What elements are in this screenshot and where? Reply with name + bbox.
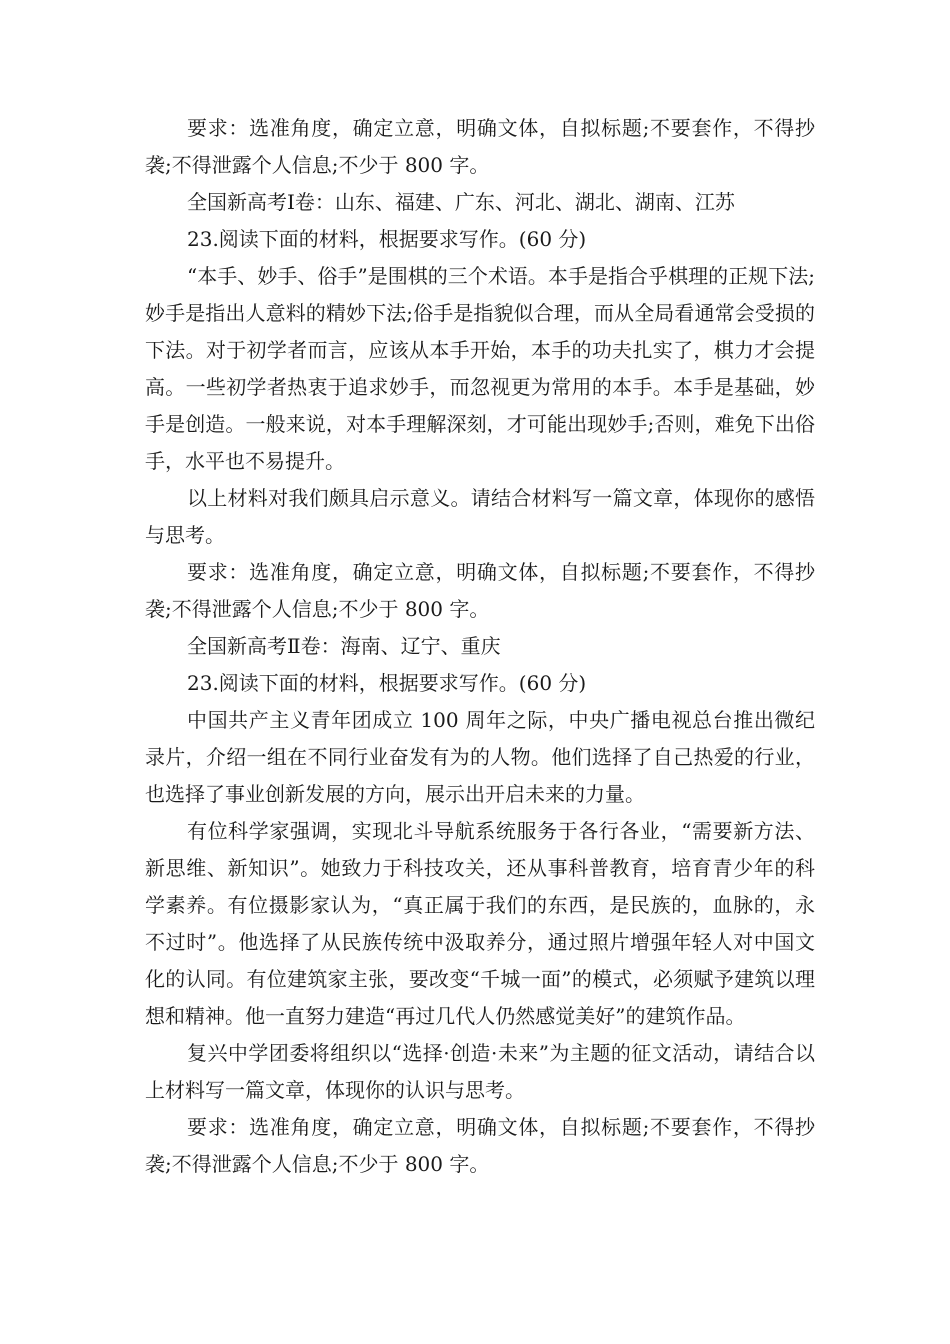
prompt-paragraph: 复兴中学团委将组织以“选择·创造·未来”为主题的征文活动，请结合以上材料写一篇文章，体现你的认识与思考。 xyxy=(145,1041,815,1102)
material-paragraph: 中国共产主义青年团成立 100 周年之际，中央广播电视总台推出微纪录片，介绍一组在不同行业奋发有为的人物。他们选择了自己热爱的行业，也选择了事业创新发展的方向，展示出开启未来的力量。 xyxy=(145,708,815,806)
document-page xyxy=(145,110,815,1183)
exam-region-heading: 全国新高考Ⅰ卷：山东、福建、广东、河北、湖北、湖南、江苏 xyxy=(187,190,735,214)
exam-region-heading: 全国新高考Ⅱ卷：海南、辽宁、重庆 xyxy=(187,634,501,658)
material-paragraph: “本手、妙手、俗手”是围棋的三个术语。本手是指合乎棋理的正规下法;妙手是指出人意料的精妙下法;俗手是指貌似合理，而从全局看通常会受损的下法。对于初学者而言，应该从本手开始，本手的功夫扎实了，棋力才会提高。一些初学者热衷于追求妙手，而忽视更为常用的本手。本手是基础，妙手是创造。一般来说，对本手理解深刻，才可能出现妙手;否则，难免下出俗手，水平也不易提升。 xyxy=(145,264,815,473)
requirement-paragraph: 要求：选准角度，确定立意，明确文体，自拟标题;不要套作，不得抄袭;不得泄露个人信息;不少于 800 字。 xyxy=(145,560,815,621)
requirement-paragraph: 要求：选准角度，确定立意，明确文体，自拟标题;不要套作，不得抄袭;不得泄露个人信息;不少于 800 字。 xyxy=(145,1115,815,1176)
requirement-paragraph: 要求：选准角度，确定立意，明确文体，自拟标题;不要套作，不得抄袭;不得泄露个人信息;不少于 800 字。 xyxy=(145,116,815,177)
material-paragraph: 有位科学家强调，实现北斗导航系统服务于各行各业，“需要新方法、新思维、新知识”。她致力于科技攻关，还从事科普教育，培育青少年的科学素养。有位摄影家认为，“真正属于我们的东西，是民族的，血脉的，永不过时”。他选择了从民族传统中汲取养分，通过照片增强年轻人对中国文化的认同。有位建筑家主张，要改变“千城一面”的模式，必须赋予建筑以理想和精神。他一直努力建造“再过几代人仍然感觉美好”的建筑作品。 xyxy=(145,819,815,1028)
prompt-paragraph: 以上材料对我们颇具启示意义。请结合材料写一篇文章，体现你的感悟与思考。 xyxy=(145,486,815,547)
question-heading: 23.阅读下面的材料，根据要求写作。(60 分) xyxy=(187,671,587,695)
question-heading: 23.阅读下面的材料，根据要求写作。(60 分) xyxy=(187,227,587,251)
